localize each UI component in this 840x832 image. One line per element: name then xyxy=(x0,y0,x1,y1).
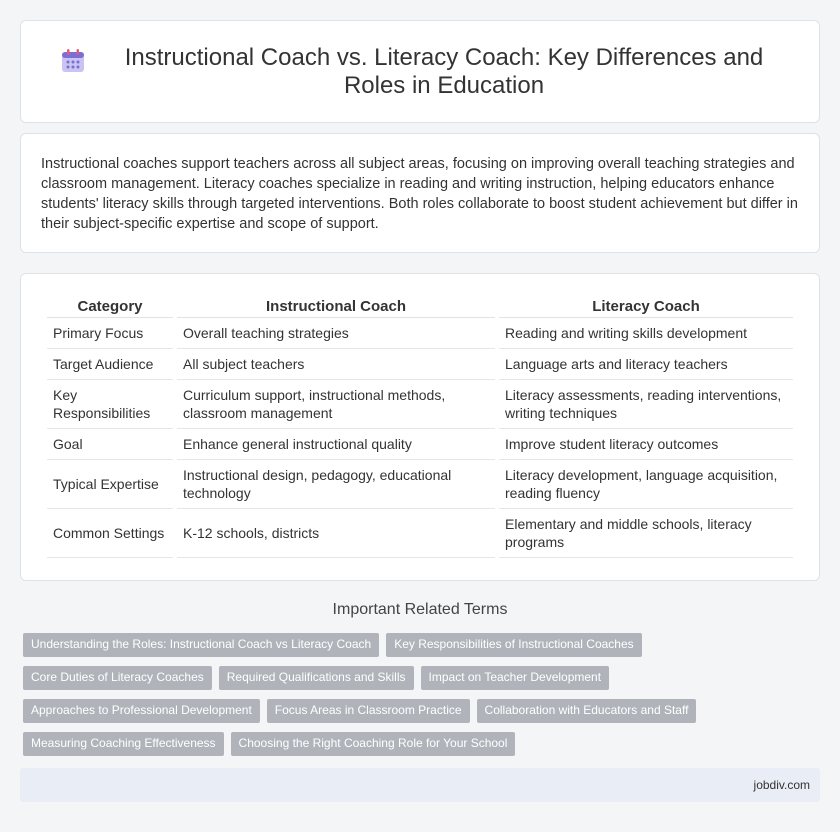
table-row xyxy=(47,380,793,429)
intro-card xyxy=(20,133,820,253)
related-tag[interactable]: Collaboration with Educators and Staff xyxy=(477,699,697,723)
cell-instructional: K-12 schools, districts xyxy=(177,509,495,558)
cell-literacy: Improve student literacy outcomes xyxy=(499,429,793,460)
related-terms-list xyxy=(23,633,803,765)
cell-instructional: Overall teaching strategies xyxy=(177,318,495,349)
cell-literacy: Literacy assessments, reading interventions, writing techniques xyxy=(499,380,793,429)
intro-text: Instructional coaches support teachers across all subject areas, focusing on improving overall teaching strategies and classroom management. Literacy coaches specialize in reading and writing instruction, helping educators enhance students' literacy skills through targeted interventions. Both roles collaborate to boost student achievement but differ in their subject-specific expertise and scope of support. xyxy=(41,156,798,232)
calendar-icon xyxy=(60,48,86,74)
table-row xyxy=(47,509,793,558)
comparison-card xyxy=(20,273,820,581)
header-category: Category xyxy=(47,294,173,318)
related-terms-title: Important Related Terms xyxy=(332,601,508,618)
header-literacy-coach: Literacy Coach xyxy=(499,294,793,318)
related-tag[interactable]: Choosing the Right Coaching Role for Your School xyxy=(231,732,516,756)
cell-category: Target Audience xyxy=(47,349,173,380)
cell-instructional: Enhance general instructional quality xyxy=(177,429,495,460)
related-tag[interactable]: Key Responsibilities of Instructional Coaches xyxy=(386,633,641,657)
cell-category: Primary Focus xyxy=(47,318,173,349)
related-tag[interactable]: Core Duties of Literacy Coaches xyxy=(23,666,212,690)
cell-instructional: Instructional design, pedagogy, educational technology xyxy=(177,460,495,509)
cell-literacy: Elementary and middle schools, literacy programs xyxy=(499,509,793,558)
comparison-table xyxy=(43,294,797,558)
related-tag[interactable]: Impact on Teacher Development xyxy=(421,666,610,690)
cell-literacy: Language arts and literacy teachers xyxy=(499,349,793,380)
header-card xyxy=(20,20,820,123)
table-row xyxy=(47,460,793,509)
related-tag[interactable]: Measuring Coaching Effectiveness xyxy=(23,732,224,756)
table-row xyxy=(47,429,793,460)
cell-instructional: All subject teachers xyxy=(177,349,495,380)
cell-category: Typical Expertise xyxy=(47,460,173,509)
table-row xyxy=(47,318,793,349)
related-tag[interactable]: Focus Areas in Classroom Practice xyxy=(267,699,470,723)
cell-literacy: Literacy development, language acquisition, reading fluency xyxy=(499,460,793,509)
page-title: Instructional Coach vs. Literacy Coach: Key Differences and Roles in Education xyxy=(124,43,764,99)
table-row xyxy=(47,349,793,380)
related-tag[interactable]: Approaches to Professional Development xyxy=(23,699,260,723)
cell-literacy: Reading and writing skills development xyxy=(499,318,793,349)
header-instructional-coach: Instructional Coach xyxy=(177,294,495,318)
cell-instructional: Curriculum support, instructional methods, classroom management xyxy=(177,380,495,429)
cell-category: Key Responsibilities xyxy=(47,380,173,429)
cell-category: Goal xyxy=(47,429,173,460)
cell-category: Common Settings xyxy=(47,509,173,558)
related-tag[interactable]: Required Qualifications and Skills xyxy=(219,666,414,690)
footer-site-link[interactable]: jobdiv.com xyxy=(753,778,810,792)
related-tag[interactable]: Understanding the Roles: Instructional Coach vs Literacy Coach xyxy=(23,633,379,657)
table-header-row xyxy=(47,294,793,318)
footer xyxy=(20,768,820,802)
